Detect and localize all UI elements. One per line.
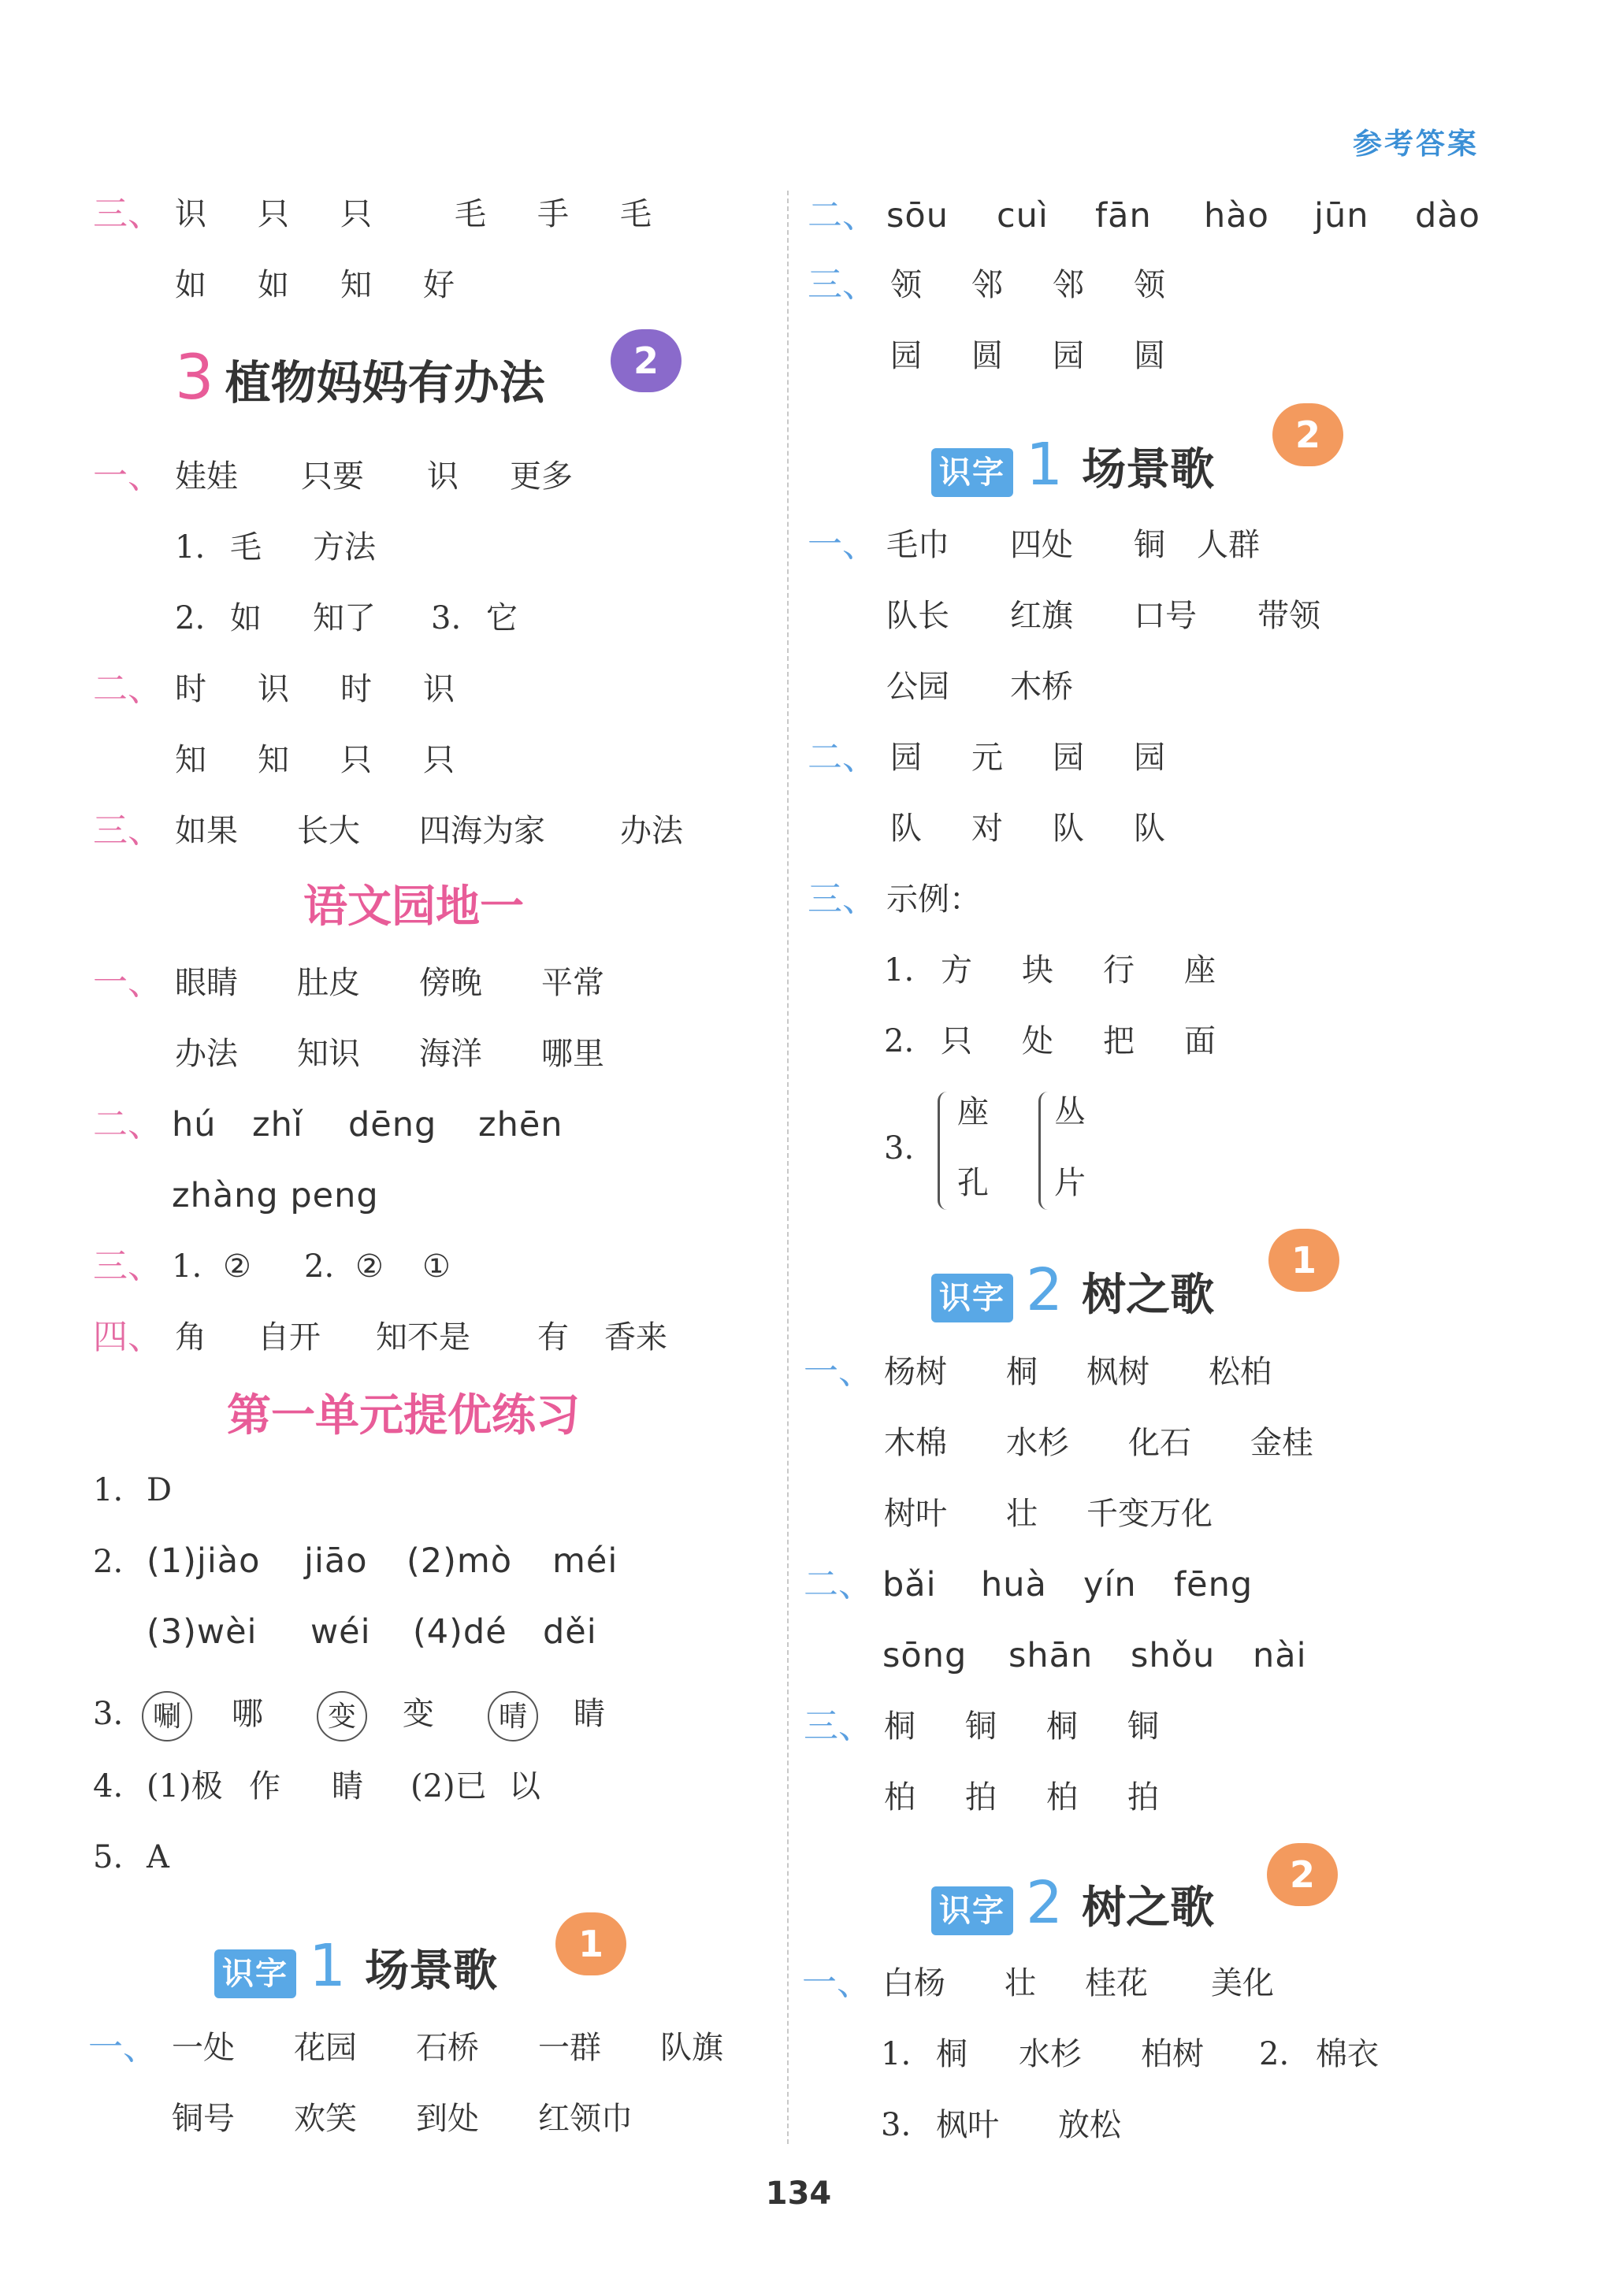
answer-line: 桐 铜 桐 铜 — [884, 1708, 1159, 1745]
difficulty-badge: 2 — [1272, 403, 1343, 466]
pinyin-line: hú zhǐ dēng zhēn — [172, 1105, 563, 1144]
answer-line: 园 圆 园 圆 — [890, 338, 1165, 374]
lesson-title: 识字 1 场景歌 — [931, 433, 1214, 502]
section-marker: 二、 — [93, 669, 162, 709]
answer-line: 白杨 壮 桂花 美化 — [882, 1965, 1274, 2001]
brace-item: 座 — [957, 1094, 989, 1130]
section-marker: 三、 — [804, 1706, 873, 1746]
section-marker: 二、 — [808, 737, 877, 777]
section-marker: 二、 — [93, 1104, 162, 1144]
difficulty-badge: 2 — [611, 329, 682, 392]
section-marker: 一、 — [802, 1963, 871, 2003]
difficulty-badge: 2 — [1267, 1843, 1338, 1906]
answer-line: (3)wèi wéi (4)dé děi — [147, 1612, 597, 1652]
answer-line: 2. (1)jiào jiāo (2)mò méi — [93, 1541, 618, 1581]
answer-line: 树叶 壮 千变万化 — [884, 1496, 1213, 1532]
section-marker: 一、 — [88, 2027, 158, 2068]
answer-number: 3. — [884, 1130, 915, 1167]
brace-item: 丛 — [1054, 1094, 1086, 1130]
answer-line: 一处 花园 石桥 一群 队旗 — [172, 2030, 723, 2066]
section-marker: 三、 — [808, 265, 877, 305]
answer-line: 毛巾 四处 铜 人群 — [886, 527, 1260, 563]
answer-line: 知 知 只 只 — [175, 742, 455, 778]
answer-line: 2. 只 处 把 面 — [884, 1023, 1216, 1059]
circled-char: 变 — [317, 1691, 367, 1741]
lesson-title: 识字 1 场景歌 — [214, 1934, 497, 2003]
answer-line: 领 邻 邻 领 — [890, 267, 1165, 303]
section-marker: 三、 — [93, 194, 162, 234]
answer-line: 队 对 队 队 — [890, 810, 1165, 847]
answer-line: 3. 唰 哪 变 变 晴 睛 — [93, 1686, 605, 1742]
answer-line: 木棉 水杉 化石 金桂 — [884, 1425, 1313, 1461]
answer-line: 5. A — [93, 1839, 169, 1875]
section-marker: 三、 — [93, 810, 162, 851]
section-marker: 二、 — [808, 195, 877, 236]
answer-line: 时 识 时 识 — [175, 671, 455, 707]
section-marker: 二、 — [804, 1564, 873, 1604]
answer-line: 如果 长大 四海为家 办法 — [175, 813, 683, 849]
pinyin-line: sōng shān shǒu nài — [882, 1636, 1307, 1675]
answer-line: 1. ② 2. ② ① — [172, 1248, 451, 1285]
brace-item: 孔 — [957, 1165, 989, 1201]
difficulty-badge: 1 — [555, 1912, 626, 1975]
answer-line: 柏 拍 柏 拍 — [884, 1779, 1159, 1816]
section-marker: 一、 — [808, 525, 877, 565]
answer-line: 园 元 园 园 — [890, 740, 1165, 776]
pinyin-line: bǎi huà yín fēng — [882, 1565, 1253, 1604]
section-marker: 一、 — [93, 456, 162, 496]
answer-line: 如 如 知 好 — [175, 267, 455, 303]
page-number: 134 — [765, 2175, 832, 2212]
circled-char: 唰 — [142, 1691, 192, 1741]
answer-line: 眼睛 肚皮 傍晚 平常 — [175, 965, 604, 1001]
section-marker: 一、 — [804, 1352, 873, 1392]
answer-line: 4. (1)极 作 睛 (2)已 以 — [93, 1768, 540, 1805]
section-marker: 三、 — [93, 1246, 162, 1286]
answer-line: 3. 枫叶 放松 — [881, 2107, 1121, 2143]
answer-line: 铜号 欢笑 到处 红领巾 — [172, 2101, 633, 2137]
pinyin-line: sōu cuì fān hào jūn dào — [886, 196, 1480, 236]
circled-char: 晴 — [488, 1691, 538, 1741]
lesson-title: 3 植物妈妈有办法 — [175, 343, 545, 414]
brace-item: 片 — [1054, 1165, 1086, 1201]
answer-line: 公园 木桥 — [886, 669, 1073, 705]
answer-line: 娃娃 只要 识 更多 — [175, 458, 573, 495]
answer-line: 角 自开 知不是 有 香来 — [175, 1319, 667, 1356]
brace — [1038, 1092, 1053, 1210]
section-marker: 三、 — [808, 879, 877, 919]
section-marker: 四、 — [93, 1317, 162, 1357]
answer-line: 2. 如 知了 3. 它 — [175, 600, 518, 636]
lesson-title: 识字 2 树之歌 — [931, 1871, 1214, 1940]
section-marker: 一、 — [93, 963, 162, 1003]
answer-line: 1. 毛 方法 — [175, 529, 376, 566]
pinyin-line: zhàng peng — [172, 1176, 379, 1215]
column-divider — [787, 191, 789, 2144]
section-title: 语文园地一 — [303, 881, 524, 933]
answer-line: 示例： — [886, 881, 981, 918]
difficulty-badge: 1 — [1268, 1229, 1339, 1292]
answer-line: 杨树 桐 枫树 松柏 — [884, 1354, 1272, 1390]
answer-line: 1. 桐 水杉 柏树 2. 棉衣 — [881, 2036, 1379, 2072]
section-title: 第一单元提优练习 — [227, 1390, 580, 1441]
brace — [938, 1092, 953, 1210]
answer-line: 1. D — [93, 1472, 173, 1508]
answer-line: 办法 知识 海洋 哪里 — [175, 1036, 604, 1072]
page-header: 参考答案 — [1353, 127, 1479, 161]
answer-line: 1. 方 块 行 座 — [884, 952, 1216, 989]
answer-line: 队长 红旗 口号 带领 — [886, 598, 1320, 634]
lesson-title: 识字 2 树之歌 — [931, 1259, 1214, 1327]
answer-line: 识 只 只 毛 手 毛 — [175, 196, 652, 232]
